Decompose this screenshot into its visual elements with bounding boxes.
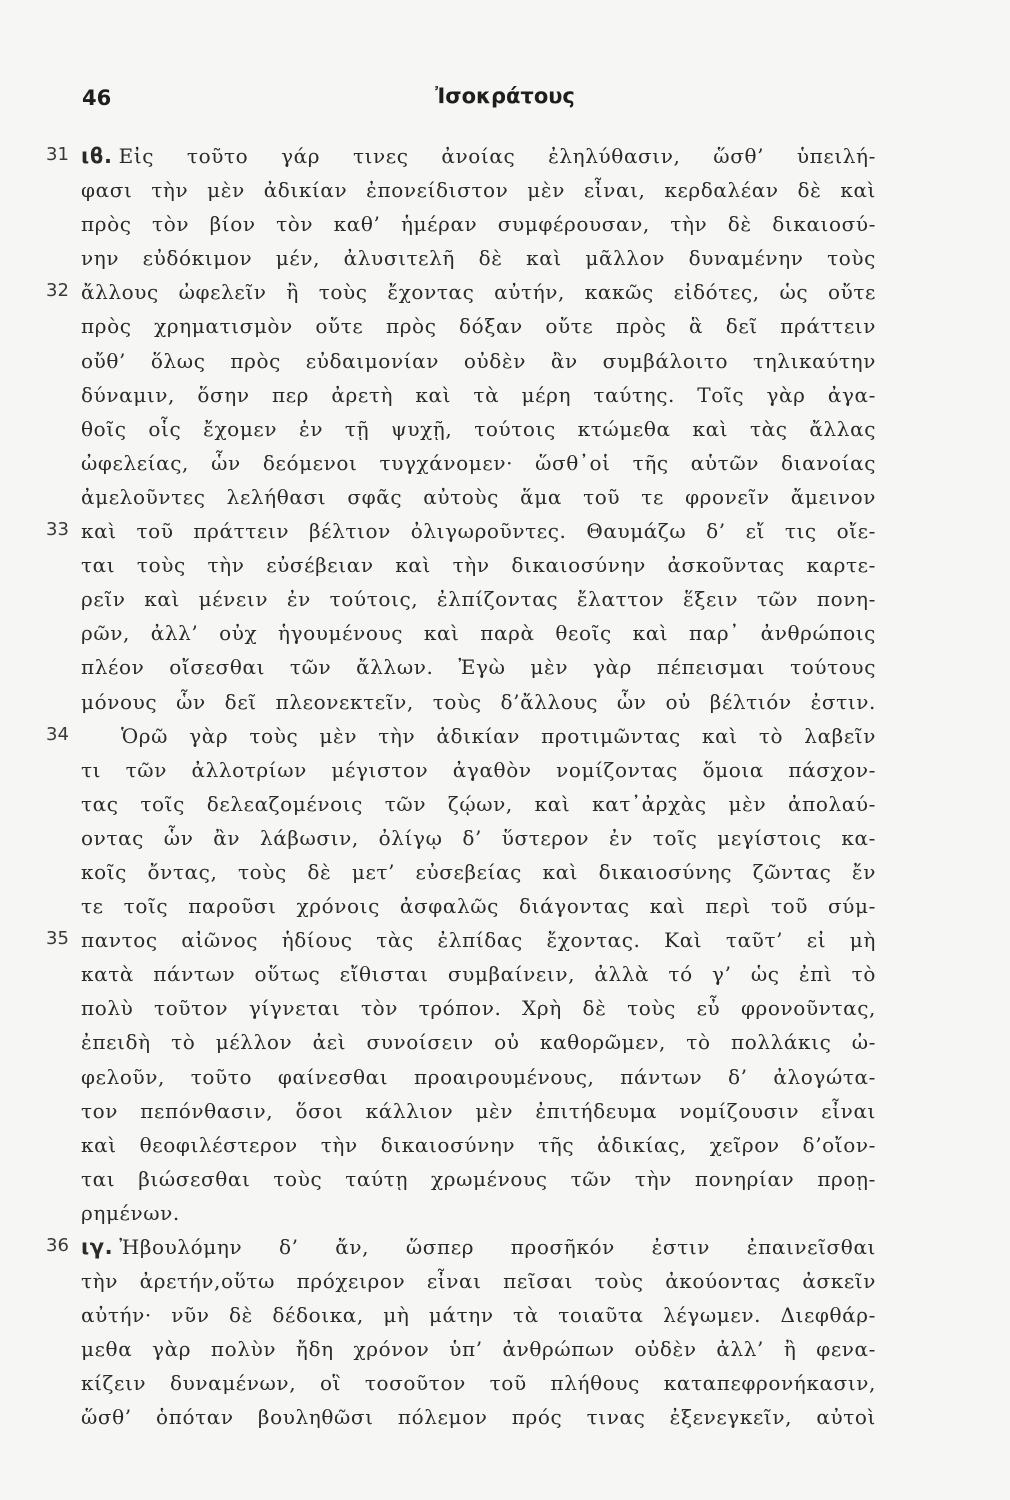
text-line <box>0 855 1010 889</box>
text-line <box>0 275 1010 309</box>
text-line <box>0 889 1010 923</box>
line-content: θοῖς οἷς ἔχομεν ἐν τῇ ψυχῇ, τούτοις κτώμεθα καὶ τὰς ἄλλας <box>81 416 876 441</box>
running-title: Ἰσοκράτους <box>435 84 575 108</box>
text-line <box>0 378 1010 412</box>
page-number: 46 <box>82 86 112 110</box>
text-line <box>0 1230 1010 1264</box>
line-text <box>81 1027 876 1057</box>
line-content: παντος αἰῶνος ἡδίους τὰς ἐλπίδας ἔχοντας. Καὶ ταῦτ’ εἰ μὴ <box>81 928 876 953</box>
text-line <box>0 1060 1010 1094</box>
line-content: ἀμελοῦντες λελήθασι σφᾶς αὐτοὺς ἅμα τοῦ τε φρονεῖν ἄμεινον <box>81 484 876 509</box>
line-content: ρεῖν καὶ μένειν ἐν τούτοις, ἐλπίζοντας ἔλαττον ἕξειν τῶν πονη- <box>81 587 876 612</box>
text-line <box>0 753 1010 787</box>
text-line <box>0 957 1010 991</box>
line-content: τας τοῖς δελεαζομένοις τῶν ζῴων, καὶ κατ᾽ἀρχὰς μὲν ἀπολαύ- <box>81 791 876 816</box>
line-content: τι τῶν ἀλλοτρίων μέγιστον ἀγαθὸν νομίζοντας ὅμοια πάσχον- <box>81 757 876 782</box>
line-text <box>121 721 876 751</box>
line-content: τὴν ἀρετήν,οὕτω πρόχειρον εἶναι πεῖσαι τοὺς ἀκούοντας ἀσκεῖν <box>81 1269 876 1294</box>
line-content: καὶ θεοφιλέστερον τὴν δικαιοσύνην τῆς ἀδικίας, χεῖρον δ’οἴον- <box>81 1132 876 1157</box>
line-text <box>81 1368 876 1398</box>
text-line <box>0 1128 1010 1162</box>
text-line <box>0 582 1010 616</box>
line-text <box>81 550 876 580</box>
line-text <box>81 823 876 853</box>
line-text <box>81 891 876 921</box>
line-content: κίζειν δυναμένων, οἳ τοσοῦτον τοῦ πλήθους καταπεφρονήκασιν, <box>81 1371 876 1396</box>
line-content: κοῖς ὄντας, τοὺς δὲ μετ’ εὐσεβείας καὶ δικαιοσύνης ζῶντας ἔν <box>81 859 876 884</box>
line-content: φελοῦν, τοῦτο φαίνεσθαι προαιρουμένους, πάντων δ’ ἀλογώτα- <box>81 1064 876 1089</box>
line-content: τε τοῖς παροῦσι χρόνοις ἀσφαλῶς διάγοντας καὶ περὶ τοῦ σύμ- <box>81 894 876 919</box>
section-label: ιγ. <box>81 1235 114 1259</box>
line-text <box>81 482 876 512</box>
line-text <box>81 141 876 171</box>
line-text <box>81 1164 876 1194</box>
line-content: ρῶν, ἀλλ’ οὐχ ἡγουμένους καὶ παρὰ θεοῖς καὶ παρ᾽ ἀνθρώποις <box>81 621 876 646</box>
line-content: μόνους ὧν δεῖ πλεονεκτεῖν, τοὺς δ’ἄλλους ὧν οὐ βέλτιόν ἐστιν. <box>81 689 876 714</box>
text-line <box>0 991 1010 1025</box>
line-text <box>81 414 876 444</box>
line-text <box>81 789 876 819</box>
line-marker: 32 <box>46 280 69 302</box>
text-body <box>0 139 1010 1435</box>
text-line <box>0 719 1010 753</box>
line-text <box>81 1300 876 1330</box>
line-text <box>81 1402 876 1432</box>
line-content: ἐπειδὴ τὸ μέλλον ἀεὶ συνοίσειν οὐ καθορῶμεν, τὸ πολλάκις ὠ- <box>81 1030 876 1055</box>
line-content: πρὸς τὸν βίον τὸν καθ’ ἡμέραν συμφέρουσαν, τὴν δὲ δικαιοσύ- <box>81 212 876 237</box>
line-content: Ἠβουλόμην δ’ ἄν, ὥσπερ προσῆκόν ἐστιν ἐπαινεῖσθαι <box>119 1235 876 1259</box>
text-line <box>0 412 1010 446</box>
text-line <box>0 685 1010 719</box>
text-line <box>0 923 1010 957</box>
line-text <box>81 1334 876 1364</box>
line-text <box>81 755 876 785</box>
line-text <box>81 1096 876 1126</box>
text-line <box>0 821 1010 855</box>
text-line <box>0 446 1010 480</box>
text-line <box>0 309 1010 343</box>
line-marker: 31 <box>46 144 69 165</box>
text-line <box>0 139 1010 173</box>
text-line <box>0 787 1010 821</box>
line-text <box>81 687 876 717</box>
line-text <box>81 1266 876 1296</box>
text-line <box>0 1264 1010 1298</box>
line-text <box>81 618 876 648</box>
line-content: φασι τὴν μὲν ἀδικίαν ἐπονείδιστον μὲν εἶναι, κερδαλέαν δὲ καὶ <box>81 178 876 203</box>
text-line <box>0 1400 1010 1434</box>
line-content: νην εὐδόκιμον μέν, ἀλυσιτελῆ δὲ καὶ μᾶλλον δυναμένην τοὺς <box>81 246 876 271</box>
line-content: πλέον οἴσεσθαι τῶν ἄλλων. Ἐγὼ μὲν γὰρ πέπεισμαι τούτους <box>81 655 876 680</box>
line-text <box>81 1198 876 1228</box>
line-text <box>81 993 876 1023</box>
line-content: πρὸς χρηματισμὸν οὔτε πρὸς δόξαν οὔτε πρὸς ἃ δεῖ πράττειν <box>81 314 876 339</box>
text-line <box>0 1366 1010 1400</box>
page-header <box>0 82 1010 118</box>
line-content: κατὰ πάντων οὕτως εἴθισται συμβαίνειν, ἀλλὰ τό γ’ ὡς ἐπὶ τὸ <box>81 962 876 987</box>
line-text <box>81 1062 876 1092</box>
line-content: πολὺ τοῦτον γίγνεται τὸν τρόπον. Χρὴ δὲ τοὺς εὖ φρονοῦντας, <box>81 996 876 1021</box>
text-line <box>0 480 1010 514</box>
text-line <box>0 1196 1010 1230</box>
text-line <box>0 1025 1010 1059</box>
line-text <box>81 311 876 341</box>
text-line <box>0 1162 1010 1196</box>
line-content: καὶ τοῦ πράττειν βέλτιον ὀλιγωροῦντες. Θαυμάζω δ’ εἴ τις οἴε- <box>81 519 876 544</box>
line-text <box>81 209 876 239</box>
line-text <box>81 1232 876 1262</box>
line-content: ὠφελείας, ὧν δεόμενοι τυγχάνομεν· ὥσθ᾽οἱ τῆς αὑτῶν διανοίας <box>81 450 876 475</box>
text-line <box>0 548 1010 582</box>
line-text <box>81 857 876 887</box>
line-content: ται τοὺς τὴν εὐσέβειαν καὶ τὴν δικαιοσύνην ἀσκοῦντας καρτε- <box>81 553 876 578</box>
text-line <box>0 241 1010 275</box>
text-line <box>0 344 1010 378</box>
line-text <box>81 584 876 614</box>
section-label: ιϐ. <box>81 144 113 168</box>
text-line <box>0 650 1010 684</box>
line-content: ὥσθ’ ὁπόταν βουληθῶσι πόλεμον πρός τινας ἐξενεγκεῖν, αὐτοὶ <box>81 1405 876 1430</box>
line-text <box>81 346 876 376</box>
line-text <box>81 652 876 682</box>
line-content: δύναμιν, ὅσην περ ἀρετὴ καὶ τὰ μέρη ταύτης. Τοῖς γὰρ ἀγα- <box>81 382 876 407</box>
line-marker: 36 <box>46 1235 69 1256</box>
line-text <box>81 959 876 989</box>
line-marker: 33 <box>46 519 69 541</box>
line-content: μεθα γὰρ πολὺν ἤδη χρόνον ὑπ’ ἀνθρώπων οὐδὲν ἀλλ’ ἢ φενα- <box>81 1337 876 1362</box>
line-content: ρημένων. <box>81 1200 180 1225</box>
line-marker: 34 <box>46 723 69 745</box>
line-text <box>81 175 876 205</box>
line-text <box>81 1130 876 1160</box>
text-line <box>0 207 1010 241</box>
line-text <box>81 516 876 546</box>
text-line <box>0 616 1010 650</box>
line-text <box>81 380 876 410</box>
line-marker: 35 <box>46 928 69 950</box>
line-content: οντας ὧν ἂν λάβωσιν, ὀλίγῳ δ’ ὕστερον ἐν τοῖς μεγίστοις κα- <box>81 825 876 850</box>
line-content: ἄλλους ὠφελεῖν ἢ τοὺς ἔχοντας αὐτήν, κακῶς εἰδότες, ὡς οὔτε <box>81 280 876 305</box>
line-content: ται βιώσεσθαι τοὺς ταύτῃ χρωμένους τῶν τὴν πονηρίαν προῃ- <box>81 1166 876 1191</box>
line-text <box>81 277 876 307</box>
line-content: αὐτήν· νῦν δὲ δέδοικα, μὴ μάτην τὰ τοιαῦτα λέγωμεν. Διεφθάρ- <box>81 1303 876 1328</box>
text-line <box>0 514 1010 548</box>
text-line <box>0 1094 1010 1128</box>
text-line <box>0 1298 1010 1332</box>
line-text <box>81 925 876 955</box>
line-content: Ὁρῶ γὰρ τοὺς μὲν τὴν ἀδικίαν προτιμῶντας καὶ τὸ λαβεῖν <box>121 723 876 748</box>
line-content: Εἰς τοῦτο γάρ τινες ἀνοίας ἐληλύθασιν, ὥσθ’ ὑπειλή- <box>118 144 876 168</box>
line-text <box>81 448 876 478</box>
text-line <box>0 1332 1010 1366</box>
text-line <box>0 173 1010 207</box>
line-content: οὔθ’ ὅλως πρὸς εὐδαιμονίαν οὐδὲν ἂν συμβάλοιτο τηλικαύτην <box>81 348 876 373</box>
line-content: τον πεπόνθασιν, ὅσοι κάλλιον μὲν ἐπιτήδευμα νομίζουσιν εἶναι <box>81 1098 876 1123</box>
line-text <box>81 243 876 273</box>
